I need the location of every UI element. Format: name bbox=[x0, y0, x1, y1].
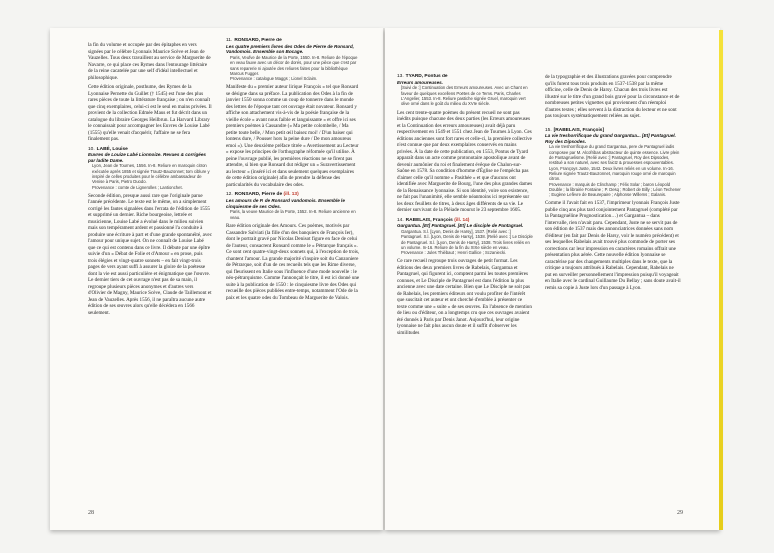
entry-description: Paris, Veufve de Maurice de la Porte, 1550. In-8. Reliure de l'époque en veau fauve avec un décor de dorés, pour une pièce que c'est par sans reparerie ni ajoutée des reliures faites pour la bibliothèque Marcus Fugger. bbox=[230, 54, 358, 76]
entry-author: LABÉ, Louise bbox=[96, 146, 128, 152]
entry-number: 15. bbox=[545, 127, 552, 133]
catalogue-entry bbox=[545, 128, 681, 198]
entry-author: RABELAIS, François bbox=[405, 217, 453, 223]
entry-title: Euvres de Louize Labé Lionnoize. Revues & corrigées par ladite Dame. bbox=[88, 152, 206, 163]
entry-title: La vie treshorrificque du grand Gargantua... [Et] Pantagruel. Roy des Dipsodes. bbox=[545, 133, 676, 144]
catalogue-entry bbox=[397, 74, 533, 107]
paragraph: Comme il l'avait fait en 1537, l'imprimeur lyonnais François Juste publie cinq ans plus tard conjointement Pantagruel (complété par la Pantagruéline Prognostication…) et Gargantua – dans l'intervalle, rien n'avait paru. Cependant, Juste ne se servit pas de son édition de 1537 mais des annonciatrices données sans nom d'éditeur (en fait par Denis de Harsy, voir le numéro précédent) et ses lesquelles Rabelais avait trouvé plus commode de porter ses corrections car leur impression en caractères romains offrait une présentation plus aérée. Cette nouvelle édition lyonnaise se caractérise par des changements multiples dans le texte, que la critique a toujours attribués à Rabelais. Cependant, Rabelais ne put en surveiller personnellement l'impression puisqu'il voyageait en Italie avec le cardinal Guillaume Du Bellay ; sans doute avait-il remis sa copie à Juste lors d'un passage à Lyon. bbox=[545, 200, 681, 291]
entry-number: 11. bbox=[226, 38, 233, 43]
catalogue-entry bbox=[88, 147, 212, 190]
entry-description: Gargantua. S.l. [Lyon, Denis de Harsy], 1537. [Relié avec :] Pantagruel. S.l. [Lyon, Denis de Harsy], 1538. [Relié avec :] Le Disciple de Pantagruel. S.l. [Lyon, Denis de Harsy], 1538. Trois livres reliés en un volume. In-16. Reliure de la fin du XIXe siècle en veau. bbox=[401, 228, 533, 250]
paragraph: Seconde édition, presque aussi rare que l'originale parue l'année précédente. Le texte est le même, on a simplement corrigé les fautes signalées dans l'errata de l'édition de 1555 et supprimé un dernier. Riche bourgeoise, lettrée et musicienne, Louise Labé a évolué dans le milieu suivien mais son tempérament ardent et passionné l'a conduite à produire une écriture à part et d'une grande spontanéité, avec l'amour pour unique sujet. On ne connaît de Louise Labé que ce qui est contenu dans ce livre. Il débute par une épître suivie d'un « Débat de Folie et d'Amour » en prose, puis trois élégies et vingt-quatre sonnets – en fait vingt-trois pages de vers ayant suffi à assurer la gloire de la poétesse dont la vie est aussi particulière et énigmatique que l'œuvre. Le dernier tiers de cet ouvrage n'est pas de sa main, il regroupe plusieurs pièces anonymes et d'autres vers d'Olivier de Magny, Maurice Scève, Claude de Taillemont et Jean de Vauzelles. Après 1556, il ne paraîtra aucune autre édition de ses œuvres alors qu'elle décédera en 1566 seulement. bbox=[88, 192, 212, 316]
catalogue-entry bbox=[397, 218, 533, 256]
catalogue-entry bbox=[226, 192, 360, 220]
paragraph: Manifeste du « premier auteur lirique François » tel que Ronsard se désigne dans sa préface. La publication des Odes à la fin de janvier 1550 sonna comme un coup de tonnerre dans le monde des lettres de l'époque tant cet ouvrage était novateur. Ronsard y affiche son attachement vis-à-vis de la poésie française de la vieille école « avant nous faible et languissante » et offre ici ses premiers poèmes à Cassandre (« Ma petite colombelle, / Ma petite toute belle, / Mon petit œil baisez moi! / D'un baiser qui lontens dure, / Pousser hors la peine dure / De mon amoureus emoi »). Une deuxième préface titrée « Avertissement au Lecteur » expose les principes de l'orthographe réformée qu'il utilise. À peine l'ouvrage publié, les premières réactions ne se firent pas attendre, si bien que Ronsard dut rédiger un « Suravertissement au lecteur » (inséré ici et dans seulement quelques exemplaires de cette édition originale) afin de prendre la défense des particularités du vocabulaire des odes. bbox=[226, 84, 359, 188]
page-edge-yellow bbox=[719, 30, 723, 530]
entry-number: 12. bbox=[226, 192, 233, 198]
right-column-2 bbox=[545, 74, 681, 294]
left-column-2 bbox=[226, 38, 360, 304]
illustration-reference: (ill. 14) bbox=[454, 217, 470, 223]
page-number: 29 bbox=[677, 510, 683, 516]
entry-number: 10. bbox=[88, 146, 95, 152]
left-page bbox=[50, 28, 383, 530]
entry-description: Paris, la veuve Maurice de la Porte, 1552. In-8. Reliure ancienne en veau. bbox=[230, 209, 356, 220]
catalogue-entry bbox=[226, 38, 360, 81]
paragraph: Rare édition originale des Amours. Ces poèmes, motivés par Cassandre Salviati (la fille d'un des banquiers de François Ier), dont le portrait gravé par Nicolas Denisot figure en face de celui de l'auteur, consacrent Ronsard comme le « Pétrarque français ». Ce sont cent quatre-vingt-deux sonnets qui, à l'exception de trois, chantent l'amour. La grande majorité s'inspire soit du Canzoniere de Pétrarque, soit d'un de ces recueils tels que les Rime diverse, qui fleurissent en Italie sous l'influence d'une mode nouvelle : le néo-pétrarquisme. Comme l'annonçait le titre, il est ici donné une suite à la publication de 1550 : le cinquiesme livre des Odes qui recueille des pièces publiées entre-temps, notamment l'Ode de la paix et les quatre odes du Tombeau de Marguerite de Valois. bbox=[226, 223, 360, 301]
paragraph: de la typographie et des illustrations gravées pour comprendre qu'ils furent tous trois produits en 1537-1538 par la même officine, celle de Denis de Harsy. Chacun des trois livres est illustré sur le titre d'un grand bois gravé pour la circonstance et de nombreuses petites vignettes qui proviennent d'un réemploi d'autres textes ; elles servent à la distraction du lecteur et ne sont pas toujours systématiquement reliées au sujet. bbox=[545, 74, 680, 119]
paragraph: la fin du volume et occupée par des épitaphes en vers signées par le célèbre Lyonnais Maurice Scève et Jean de Vauzelles. Tous deux travaillent au service de Marguerite de Navarre, ce qui place ces Rymes dans l'entourage littéraire de la reine cacatelée par une self d'idéal intellectuel et philosophique. bbox=[88, 42, 211, 81]
entry-provenance: Provenance : Jules Thiébaut ; Henri Gallice ; Sczaniecki. bbox=[401, 250, 507, 256]
page-number: 28 bbox=[88, 510, 94, 516]
entry-description: La vie treshorrificque du grand Gargantua, pere de Pantagruel iadis composee par M. Alcofribas abstracteur de quinte essence. Livre plein de Pantagruelisme. [Relié avec :] Pantagruel, Roy des Dipsodes, restitué a son naturel, avec ses faictz & prouesses espouventables. Lyon, Françoys Juste, 1542. Deux livres reliés en un volume. In-16. Reliure signée Trautz-Bauzonnet, maroquin rouge orné de maroquin citron. bbox=[549, 144, 680, 182]
entry-title: Les quatre premiers livres des Odes de Pierre de Ronsard, Vandomois. Ensemble son Bocage. bbox=[226, 43, 354, 55]
entry-title: Gargantua. [Et] Pantagruel. [Et] Le disciple de Pantagruel. bbox=[397, 223, 524, 229]
left-column-1 bbox=[88, 42, 212, 319]
entry-title: Erreurs amoureuses. bbox=[397, 79, 443, 85]
right-column-1 bbox=[397, 74, 533, 339]
entry-provenance: Provenance : marquis de Clinchamp ; Félix Solar ; baron Léopold Double ; la librairie Fontaine ; P. Desq ; Robert de Billy ; Léon Techener ; Eugène Lefèvre de Beaurepaire ; Alphonse Willems ; Galanis. bbox=[549, 181, 681, 198]
entry-description: [Suivi de :] Continuation des Erreurs amoureuses. Avec un Chant en faveur de quelques excellens Poëtes de ce Tems. Paris, Charles L'Angelier, 1553. In-8. Reliure pastiche signée Gruel, maroquin vert olive orné dans le goût du milieu du XVIe siècle. bbox=[401, 85, 528, 107]
entry-author: RONSARD, Pierre de bbox=[234, 38, 282, 43]
entry-number: 14. bbox=[397, 217, 404, 223]
entry-author: TYARD, Pontus de bbox=[405, 74, 448, 79]
right-page bbox=[385, 28, 720, 530]
paragraph: Ce rare recueil regroupe trois ouvrages de petit format. Les éditions des deux premiers livres de Rabelais, Gargantua et Pantagruel, qui figurent ici, comptent parmi les toutes premières connues, et Le Disciple de Pantagruel est dans l'édition la plus ancienne avec une date certaine. Bien que Le Disciple ne soit pas de Rabelais, les premiers éditeurs ont voulu profiter de l'intérêt que suscitait cet auteur et ont cherché d'emblée à présenter ce texte comme une « suite » de ses œuvres. En l'absence de mention de lieu ou d'éditeur, on a longtemps cru que ces ouvrages avaient été donnés à Paris par Denis Janot. Aujourd'hui, leur origine lyonnaise ne fait plus aucun doute et il suffit d'observer les similitudes bbox=[397, 258, 532, 336]
illustration-reference: (ill. 13) bbox=[283, 192, 299, 198]
paragraph: Cette édition originale, posthume, des Rymes de la Lyonnaise Pernette du Guillet († 1545) est l'une des plus rares pièces de toute la littérature française ; on n'en connaît que cinq exemplaires, celui-ci est le seul en mains privées. Il provient de la collection Edmée Maus et fut décrit dans un catalogue du libraire Georges Heilbrun. La Harvard Library le connaissait pour accompagner les Euvres de Louise Labé (1555) qu'elle venait d'acquérir, l'affaire ne se fera finalement pas. bbox=[88, 84, 212, 142]
entry-provenance: Provenance : catalogue Maggs ; Lionel Sclaim. bbox=[230, 76, 318, 82]
paragraph: Les cent trente-quatre poèmes du présent recueil ne sont pas inédits puisque chacune des deux parties (les Erreurs amoureuses et la Continuation des erreurs amoureuses) avait déjà paru respectivement en 1549 et 1551 chez Jean de Tournes à Lyon. Ces éditions anciennes sont fort rares et celle-ci, la première collective n'est connue que par deux exemplaires conservés en mains privées. À la date de cette publication, en 1553, Pontus de Tyard apparaît dans un acte comme protonotaire apostolique avant de devenir aumônier du roi et finalement évêque de Chalon-sur-Saône en 1578. Sa condition d'homme d'Église ne l'empêcha pas d'aimer celle qu'il nomme « Pasithée » et que d'aucuns ont identifiée avec Marguerite de Bourg, l'une des plus grandes dames de la Renaissance lyonnaise. Si son identité, voire son existence, ne fait pas l'unanimité, elle semble néanmoins ici représentée sur les deux feuillets de titres, à deux âges différents de sa vie. Le dernier survivant de la Pléiade mourut le 23 septembre 1605. bbox=[397, 109, 533, 214]
entry-provenance: Provenance : comte de Lignerolles ; Lantionchet. bbox=[92, 184, 183, 190]
entry-title: Les amours de P. de Ronsard vandomois. Ensemble le cinquiesme de ses Odes. bbox=[226, 198, 345, 209]
entry-number: 13. bbox=[397, 74, 404, 79]
entry-description: Lyon, Jean de Tournes, 1556. In-8. Reliure en maroquin citron exécutée après 1855 et signée Trautz-Bauzonnet; tom ciblure y inspiré de celles produites pour le célèbre ambassadeur de Venise à Paris, Pietro Duodo. bbox=[92, 163, 210, 185]
entry-author: [RABELAIS, François] bbox=[553, 127, 605, 133]
entry-author: RONSARD, Pierre de bbox=[234, 192, 283, 198]
